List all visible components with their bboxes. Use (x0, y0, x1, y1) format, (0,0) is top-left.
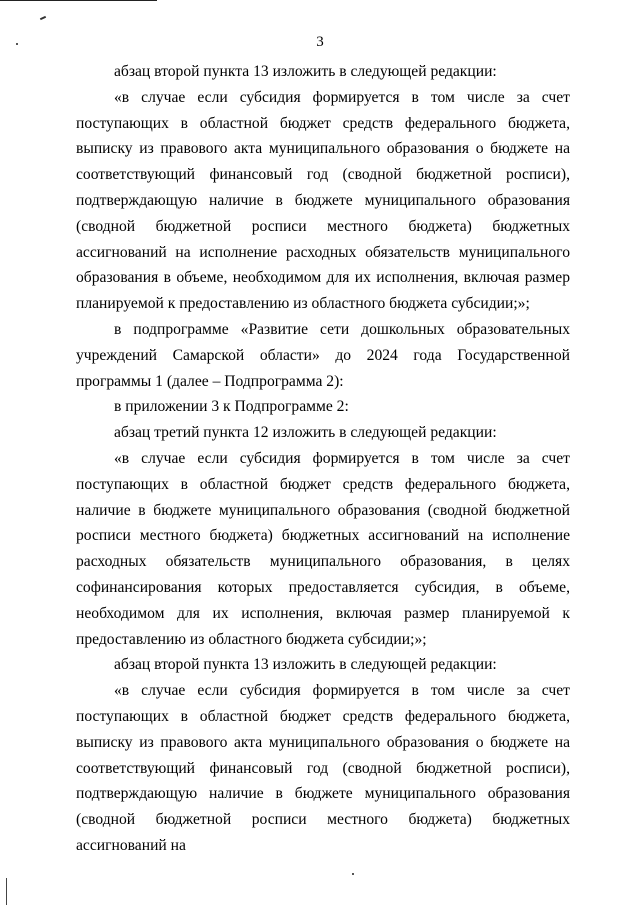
paragraph: в подпрограмме «Развитие сети дошкольных образовательных учреждений Самарской области» до 2024 года Государственной программы 1 (далее – Подпрограмма 2): (76, 320, 570, 390)
paragraph: в приложении 3 к Подпрограмме 2: (114, 398, 349, 416)
scan-speck (40, 16, 46, 20)
paragraph: абзац второй пункта 13 изложить в следующей редакции: (114, 63, 497, 80)
page-number: 3 (316, 34, 324, 50)
document-body (76, 59, 570, 859)
paragraph: «в случае если субсидия формируется в том числе за счет поступающих в областной бюджет средств федерального бюджета, выписку из правового акта муниципального образования о бюджете на соответствующий финансовый год (сводной бюджетной росписи), подтверждающую наличие в бюджете муниципального образования (сводной бюджетной росписи местного бюджета) бюджетных ассигнований на исполнение расходных обязательств муниципального образования в объеме, необходимом для их исполнения, включая размер планируемой к предоставлению из областного бюджета субсидии;»; (76, 88, 570, 313)
paragraph: «в случае если субсидия формируется в том числе за счет поступающих в областной бюджет средств федерального бюджета, наличие в бюджете муниципального образования (сводной бюджетной росписи местного бюджета) бюджетных ассигнований на исполнение расходных обязательств муниципального образования, в целях софинансирования которых предоставляется субсидия, в объеме, необходимом для их исполнения, включая размер планируемой к предоставлению из областного бюджета субсидии;»; (76, 449, 570, 648)
paragraph: абзац второй пункта 13 изложить в следующей редакции: (114, 656, 497, 674)
paragraph: «в случае если субсидия формируется в том числе за счет поступающих в областной бюджет средств федерального бюджета, выписку из правового акта муниципального образования о бюджете на соответствующий финансовый год (сводной бюджетной росписи), подтверждающую наличие в бюджете муниципального образования (сводной бюджетной росписи местного бюджета) бюджетных ассигнований на (76, 682, 570, 854)
scan-edge-mark (0, 0, 157, 1)
scan-speck (352, 873, 354, 875)
paragraph: абзац третий пункта 12 изложить в следующей редакции: (114, 424, 497, 442)
scan-edge-mark (6, 878, 7, 905)
